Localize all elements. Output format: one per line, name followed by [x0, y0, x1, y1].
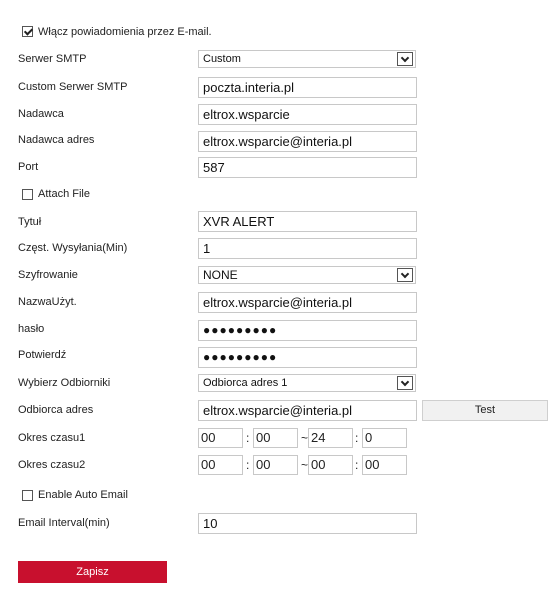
port-label: Port	[18, 161, 39, 173]
period1-end-hour[interactable]: 24	[308, 428, 353, 448]
sender-input[interactable]: eltrox.wsparcie	[198, 104, 417, 125]
period1-start-minute[interactable]: 00	[253, 428, 298, 448]
recipients-select[interactable]	[198, 374, 416, 392]
password-input[interactable]: ●●●●●●●●●	[198, 320, 417, 341]
period1-start-hour[interactable]: 00	[198, 428, 243, 448]
encryption-value: NONE	[203, 268, 238, 282]
custom-smtp-input[interactable]: poczta.interia.pl	[198, 77, 417, 98]
send-frequency-label: Częst. Wysyłania(Min)	[18, 242, 128, 254]
attach-file-label: Attach File	[38, 188, 90, 200]
encryption-select[interactable]	[198, 266, 416, 284]
email-interval-label: Email Interval(min)	[18, 517, 110, 529]
username-label: NazwaUżyt.	[18, 296, 77, 308]
period2-label: Okres czasu2	[18, 459, 86, 471]
sender-address-input[interactable]: eltrox.wsparcie@interia.pl	[198, 131, 417, 152]
smtp-server-value: Custom	[203, 53, 241, 65]
confirm-password-label: Potwierdź	[18, 349, 67, 361]
period1-label: Okres czasu1	[18, 432, 86, 444]
recipient-address-label: Odbiorca adres	[18, 404, 94, 416]
period2-colon-start: :	[246, 458, 250, 472]
period2-end-minute[interactable]: 00	[362, 455, 407, 475]
period1-colon-start: :	[246, 431, 250, 445]
test-button[interactable]: Test	[422, 400, 548, 421]
recipients-value: Odbiorca adres 1	[203, 377, 288, 389]
title-label: Tytuł	[18, 216, 42, 228]
port-input[interactable]: 587	[198, 157, 417, 178]
chevron-down-icon[interactable]	[397, 52, 413, 66]
save-button[interactable]: Zapisz	[18, 561, 167, 583]
smtp-server-select[interactable]	[198, 50, 416, 68]
smtp-server-label: Serwer SMTP	[18, 53, 87, 65]
period2-start-minute[interactable]: 00	[253, 455, 298, 475]
chevron-down-icon[interactable]	[397, 268, 413, 282]
period2-tilde: ~	[301, 458, 309, 472]
chevron-down-icon[interactable]	[397, 376, 413, 390]
enable-email-checkbox[interactable]	[22, 26, 33, 37]
password-label: hasło	[18, 323, 45, 335]
custom-smtp-label: Custom Serwer SMTP	[18, 81, 128, 93]
enable-email-label: Włącz powiadomienia przez E-mail.	[38, 26, 212, 38]
period1-colon-end: :	[355, 431, 359, 445]
period1-tilde: ~	[301, 431, 309, 445]
encryption-label: Szyfrowanie	[18, 269, 78, 281]
sender-label: Nadawca	[18, 108, 64, 120]
email-interval-input[interactable]: 10	[198, 513, 417, 534]
attach-file-checkbox[interactable]	[22, 189, 33, 200]
title-input[interactable]: XVR ALERT	[198, 211, 417, 232]
recipients-label: Wybierz Odbiorniki	[18, 377, 111, 389]
auto-email-label: Enable Auto Email	[38, 489, 128, 501]
username-input[interactable]: eltrox.wsparcie@interia.pl	[198, 292, 417, 313]
confirm-password-input[interactable]: ●●●●●●●●●	[198, 347, 417, 368]
period1-end-minute[interactable]: 0	[362, 428, 407, 448]
period2-start-hour[interactable]: 00	[198, 455, 243, 475]
send-frequency-input[interactable]: 1	[198, 238, 417, 259]
recipient-address-input[interactable]: eltrox.wsparcie@interia.pl	[198, 400, 417, 421]
auto-email-checkbox[interactable]	[22, 490, 33, 501]
period2-colon-end: :	[355, 458, 359, 472]
sender-address-label: Nadawca adres	[18, 134, 95, 146]
period2-end-hour[interactable]: 00	[308, 455, 353, 475]
